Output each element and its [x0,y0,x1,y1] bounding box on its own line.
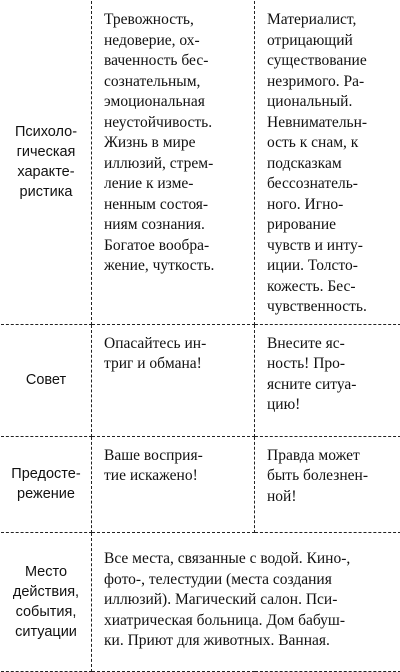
row-label-psychological-characteristic [1,1,92,325]
reversed-warning-cell: Правда может быть болезнен- ной! [255,436,400,532]
row-label-advice [1,324,92,436]
upright-advice-cell: Опасайтесь ин- триг и обмана! [92,324,255,436]
reversed-meaning-cell: Материалист, отрицающий существование незримого. Ра- циональный. Невнимательн- ость к снам, к подсказкам бессознатель- ного. Игно- рирование чувств и инту- иции. Толсто- кожесть. Бес- чувственность. [255,1,400,325]
table-row [1,532,400,671]
table-row [1,436,400,532]
upright-warning-cell: Ваше восприя- тие искажено! [92,436,255,532]
row-label-warning [1,436,92,532]
upright-meaning-cell: Тревожность, недоверие, ох- ваченность бес- сознательным, эмоциональная неустойчивость. Жизнь в мире иллюзий, стрем- ление к изме- ненным состоя- ниям сознания. Богатое вообра- жение, чуткость. [92,1,255,325]
row-label-places [1,532,92,671]
row-label-text: Совет [26,372,66,388]
places-cell: Все места, связанные с водой. Кино-, фото-, телестудии (места создания иллюзий). Магический салон. Пси- хиатрическая больница. Дом бабуш- ки. Приют для животных. Ванная. [92,532,400,671]
row-label-text: Место действия, события, ситуации [13,564,79,640]
row-label-text: Предосте- режение [11,466,80,502]
table-row [1,1,400,325]
reversed-advice-cell: Внесите яс- ность! Про- ясните ситуа- цию! [255,324,400,436]
table-row [1,324,400,436]
row-label-text: Психоло- гическая характе- ристика [15,124,77,200]
